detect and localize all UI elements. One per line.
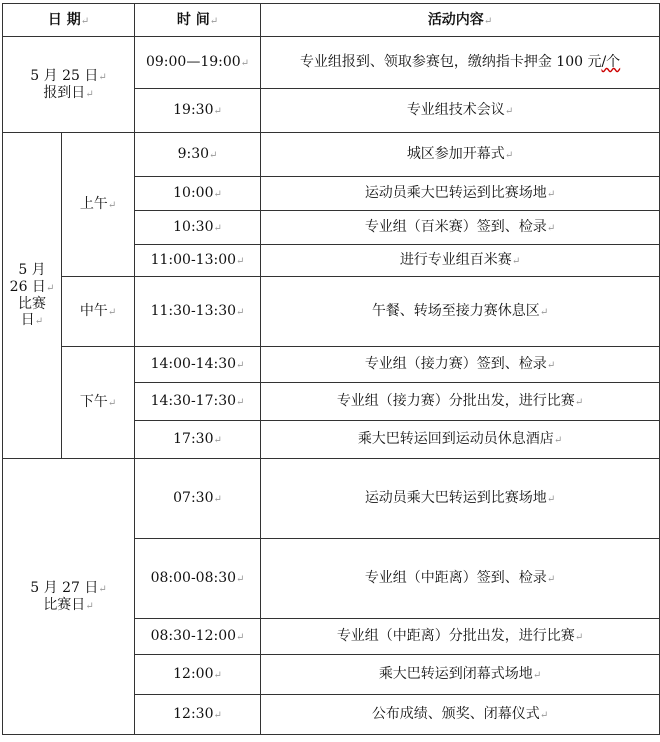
time-cell: 19:30↵ [135,89,261,133]
time-cell: 12:30↵ [135,695,261,735]
day3-date-cell: 5 月 27 日↵ 比赛日↵ [3,459,135,735]
activity-cell: 专业组报到、领取参赛包，缴纳指卡押金 100 元/个 [261,37,660,89]
time-cell: 07:30↵ [135,459,261,539]
time-cell: 10:30↵ [135,211,261,245]
header-content: 活动内容↵ [261,4,660,37]
time-cell: 11:30-13:30↵ [135,277,261,347]
table-row [3,37,660,89]
time-cell: 14:30-17:30↵ [135,383,261,421]
activity-cell: 专业组（中距离）签到、检录↵ [261,539,660,619]
time-cell: 17:30↵ [135,421,261,459]
time-cell: 12:00↵ [135,655,261,695]
activity-cell: 进行专业组百米赛↵ [261,245,660,277]
time-cell: 14:00-14:30↵ [135,347,261,383]
day2-date-cell: 5 月 26 日↵ 比赛 日↵ [3,133,62,459]
time-cell: 10:00↵ [135,177,261,211]
activity-cell: 城区参加开幕式↵ [261,133,660,177]
activity-cell: 午餐、转场至接力赛休息区↵ [261,277,660,347]
period-morning: 上午↵ [62,133,135,277]
time-cell: 9:30↵ [135,133,261,177]
activity-cell: 乘大巴转运回到运动员休息酒店↵ [261,421,660,459]
header-time: 时 间↵ [135,4,261,37]
activity-cell: 运动员乘大巴转运到比赛场地↵ [261,459,660,539]
table-row [3,277,660,347]
time-cell: 08:30-12:00↵ [135,619,261,655]
header-date: 日 期↵ [3,4,135,37]
table-row [3,133,660,177]
schedule-table [2,3,660,735]
activity-cell: 专业组（百米赛）签到、检录↵ [261,211,660,245]
activity-cell: 专业组（接力赛）分批出发，进行比赛↵ [261,383,660,421]
activity-cell: 专业组技术会议↵ [261,89,660,133]
day1-date-cell: 5 月 25 日↵ 报到日↵ [3,37,135,133]
period-afternoon: 下午↵ [62,347,135,459]
activity-cell: 专业组（接力赛）签到、检录↵ [261,347,660,383]
time-cell: 09:00—19:00↵ [135,37,261,89]
header-row [3,4,660,37]
table-row [3,459,660,539]
activity-cell: 乘大巴转运到闭幕式场地↵ [261,655,660,695]
table-row [3,347,660,383]
activity-cell: 专业组（中距离）分批出发，进行比赛↵ [261,619,660,655]
activity-cell: 公布成绩、颁奖、闭幕仪式↵ [261,695,660,735]
time-cell: 11:00-13:00↵ [135,245,261,277]
time-cell: 08:00-08:30↵ [135,539,261,619]
period-noon: 中午↵ [62,277,135,347]
activity-cell: 运动员乘大巴转运到比赛场地↵ [261,177,660,211]
